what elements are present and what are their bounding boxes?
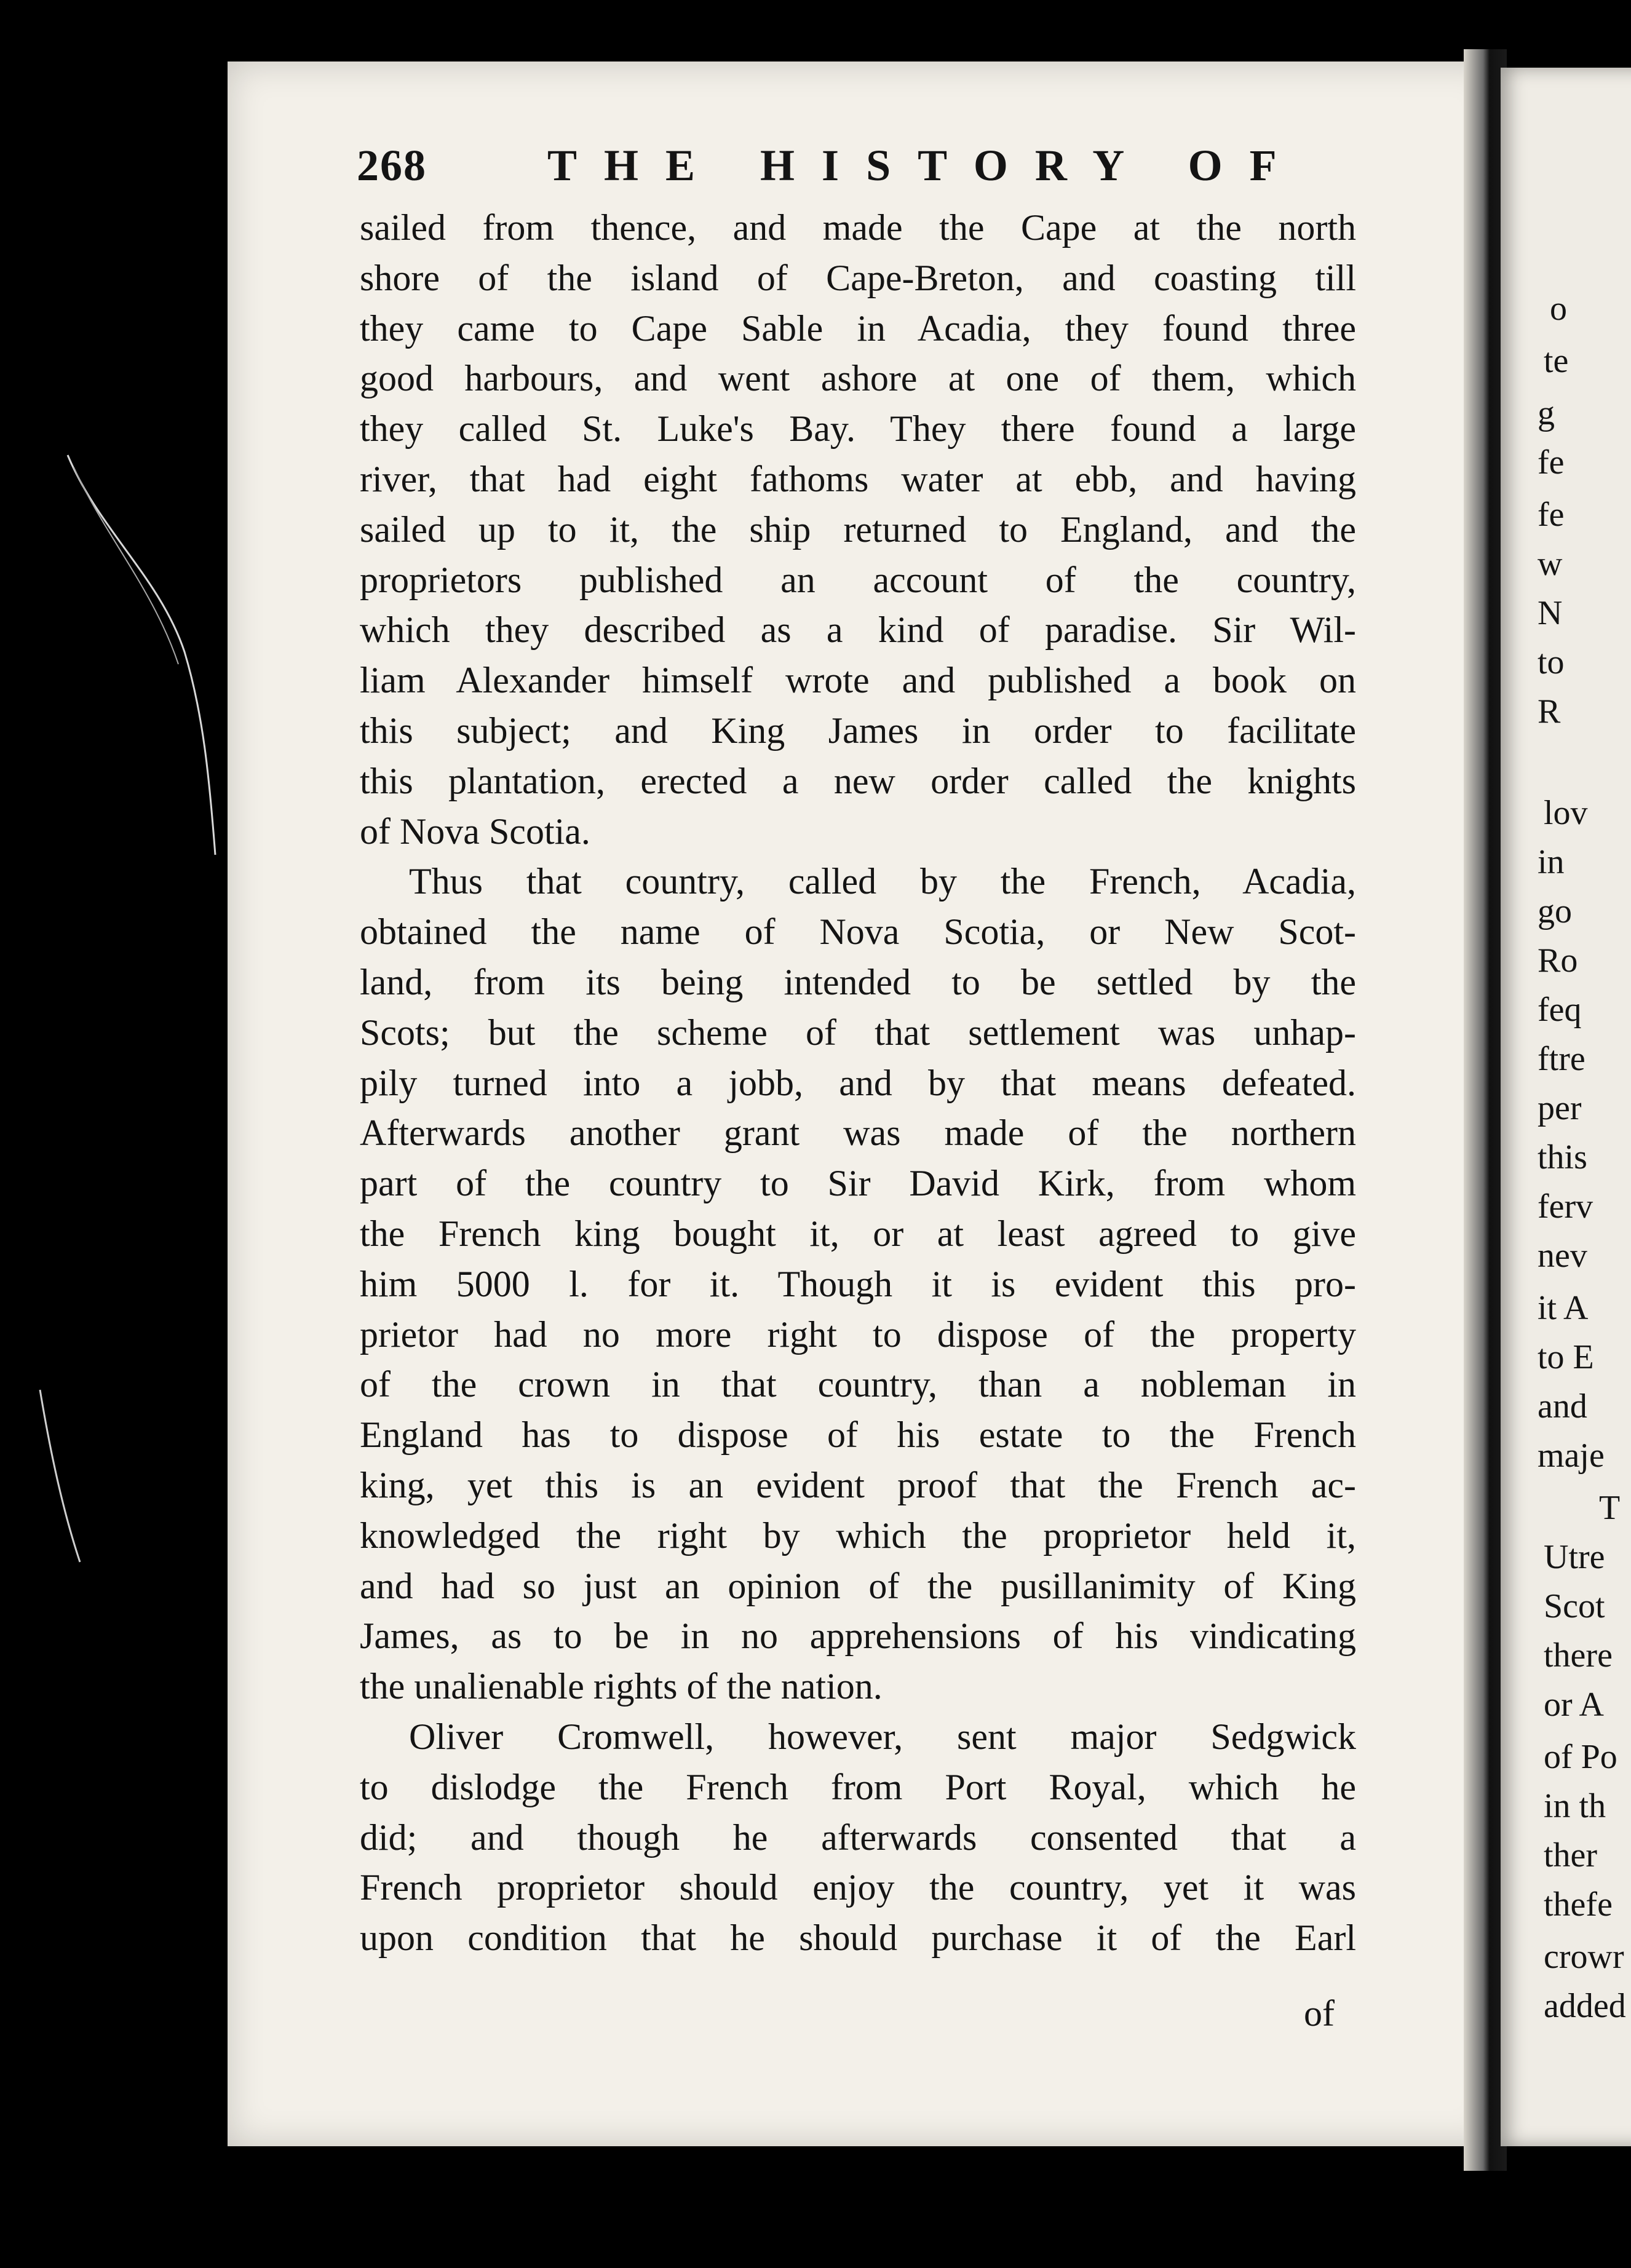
text-line: Oliver Cromwell, however, sent major Sedgwick [409,1716,1356,1757]
fragment: N [1538,594,1563,632]
fragment: fe [1538,496,1565,534]
running-head [357,140,1353,202]
fragment: or A [1544,1686,1604,1724]
fragment: thefe [1544,1885,1613,1924]
text-line: the unalienable rights of the nation. [360,1666,883,1707]
text-line: they came to Cape Sable in Acadia, they found three [360,307,1356,349]
fragment: to [1538,643,1565,681]
paragraph-1 [360,203,1356,807]
fragment: and [1538,1387,1587,1425]
text-line: Thus that country, called by the French, Acadia, [409,861,1356,902]
fragment: ferv [1538,1188,1593,1226]
text-line: king, yet this is an evident proof that the French ac- [360,1464,1356,1505]
fragment: this [1538,1138,1587,1176]
text-line: to dislodge the French from Port Royal, which he [360,1766,1356,1807]
text-line: and had so just an opinion of the pusillanimity of King [360,1565,1356,1606]
text-line: obtained the name of Nova Scotia, or New Scot- [360,911,1356,953]
text-line: sailed from thence, and made the Cape at the north [360,207,1356,248]
fragment: in th [1544,1787,1606,1825]
text-line: which they described as a kind of paradise. Sir Wil- [360,609,1356,651]
fragment: to E [1538,1338,1594,1376]
page-number: 268 [357,141,427,190]
fragment: per [1538,1089,1582,1127]
fragment: o [1550,290,1567,328]
text-line: James, as to be in no apprehensions of his vindicating [360,1616,1356,1657]
fragment: lov [1544,794,1588,832]
text-line: Afterwards another grant was made of the northern [360,1112,1356,1154]
text-line: shore of the island of Cape-Breton, and coasting till [360,257,1356,298]
text-line: the French king bought it, or at least agreed to give [360,1213,1356,1254]
text-line: sailed up to it, the ship returned to England, and the [360,509,1356,550]
fragment: go [1538,892,1572,930]
text-line: upon condition that he should purchase it of the Earl [360,1917,1356,1959]
text-line: good harbours, and went ashore at one of them, which [360,358,1356,399]
fragment: ftre [1538,1040,1585,1078]
text-line: England has to dispose of his estate to the French [360,1414,1356,1456]
paragraph-2 [360,857,1356,1662]
fragment: Utre [1544,1538,1605,1576]
text-line: of Nova Scotia. [360,811,590,852]
fragment: feq [1538,991,1582,1029]
text-line: they called St. Luke's Bay. They there found a large [360,408,1356,450]
fragment: Scot [1544,1587,1605,1625]
fragment: R [1538,692,1561,731]
fragment: T [1599,1489,1621,1527]
body-text [360,203,1356,1964]
paragraph-1-end [360,807,1356,857]
text-line: French proprietor should enjoy the country, yet it was [360,1867,1356,1908]
text-line: this plantation, erected a new order called the knights [360,760,1356,801]
fragment: in [1538,843,1565,881]
fragment: w [1538,545,1563,583]
fragment: g [1538,394,1555,432]
catchword: of [1304,1993,1335,2034]
text-line: land, from its being intended to be settled by the [360,961,1356,1002]
text-line: this subject; and King James in order to facilitate [360,710,1356,751]
fragment: of Po [1544,1738,1617,1776]
fragment: nev [1538,1237,1587,1275]
fragment: Ro [1538,942,1578,980]
fragment: there [1544,1636,1613,1675]
text-line: pily turned into a jobb, and by that means defeated. [360,1062,1356,1103]
text-line: prietor had no more right to dispose of the property [360,1314,1356,1355]
text-line: proprietors published an account of the country, [360,559,1356,600]
fragment: crowr [1544,1938,1624,1976]
page-edge-crack [62,430,221,861]
text-line: did; and though he afterwards consented that a [360,1817,1356,1858]
text-line: Scots; but the scheme of that settlement was unhap- [360,1012,1356,1053]
page-edge-mark [37,1384,86,1568]
text-line: liam Alexander himself wrote and published a book on [360,660,1356,701]
paragraph-3 [360,1712,1356,1964]
fragment: te [1544,342,1569,380]
text-line: him 5000 l. for it. Though it is evident this pro- [360,1263,1356,1304]
fragment: ther [1544,1836,1598,1874]
text-line: of the crown in that country, than a nobleman in [360,1364,1356,1405]
fragment: fe [1538,443,1565,482]
text-line: river, that had eight fathoms water at ebb, and having [360,458,1356,499]
running-title: THE HISTORY OF [547,141,1304,190]
text-line: knowledged the right by which the proprietor held it, [360,1515,1356,1556]
fragment: added [1544,1987,1626,2025]
facing-page-fragments [1525,0,1631,2268]
fragment: it A [1538,1289,1589,1327]
paragraph-2-end [360,1662,1356,1712]
text-line: part of the country to Sir David Kirk, from whom [360,1163,1356,1204]
fragment: maje [1538,1437,1605,1475]
